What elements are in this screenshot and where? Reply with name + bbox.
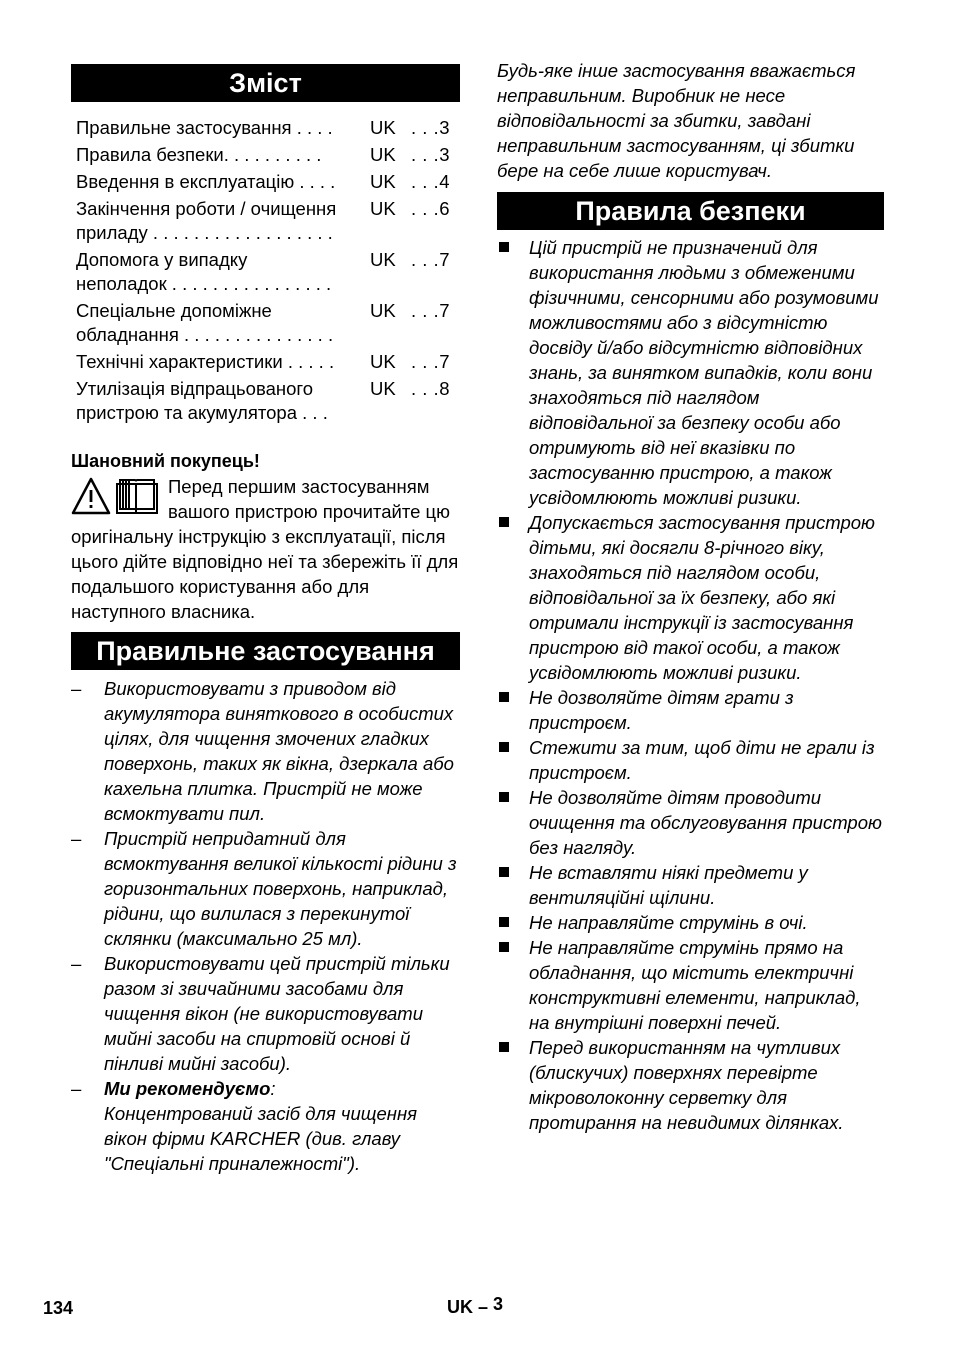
list-item: Не дозволяйте дітям проводити очищення та обслуговування пристрою без нагляду. [497, 785, 884, 860]
toc-entry-page: . . .3 [411, 144, 450, 165]
toc-entry-label-cont: обладнання . . . . . . . . . . . . . . . [76, 324, 334, 345]
toc-entry[interactable] [76, 170, 460, 194]
square-bullet-icon [499, 792, 509, 802]
list-item: – Ми рекомендуємо: Концентрований засіб для чищення вікон фірми KARCHER (див. главу "Спеціальні приналежності"). [71, 1078, 418, 1174]
safety-heading: Правила безпеки [497, 192, 884, 230]
greeting-text: Перед першим застосуванням вашого пристрою прочитайте цю оригінальну інструкцію з експлуатації, після цього дійте відповідно неї та збережіть її для подальшого користування або для наступного власника. [71, 476, 459, 622]
list-item: Стежити за тим, щоб діти не грали із пристроєм. [497, 735, 884, 785]
toc-entry-label: Правила безпеки. . . . . . . . . . [76, 144, 322, 165]
square-bullet-icon [499, 917, 509, 927]
greeting-paragraph [71, 474, 460, 624]
list-item: Перед використанням на чутливих (блискучих) поверхнях перевірте мікроволоконну серветку для протирання на невидимих ділянках. [497, 1035, 884, 1135]
recommend-text: Концентрований засіб для чищення вікон фірми KARCHER (див. главу "Спеціальні приналежності"). [104, 1103, 418, 1174]
toc-entry-lang: UK [370, 117, 396, 138]
list-item: – Пристрій непридатний для всмоктування великої кількості рідини з горизонтальних поверхонь, наприклад, рідини, що вилилася з перекинутої склянки (максимально 25 мл). [71, 828, 457, 949]
toc-entry-page: . . .8 [411, 378, 450, 399]
safety-list [497, 235, 884, 1135]
proper-use-heading: Правильне застосування [71, 632, 460, 670]
toc-entry-page: . . .7 [411, 249, 450, 270]
toc-entry-label: Допомога у випадку [76, 249, 248, 270]
contents-heading: Зміст [71, 64, 460, 102]
dash-marker: – [71, 828, 82, 849]
toc-entry-page: . . .3 [411, 117, 450, 138]
toc-entry-lang: UK [370, 249, 396, 270]
toc-entry[interactable] [76, 350, 460, 374]
toc-entry-label: Утилізація відпрацьованого [76, 378, 313, 399]
warning-triangle-icon [73, 479, 109, 513]
list-item: – Використовувати з приводом від акумулятора виняткового в особистих цілях, для чищення змочених гладких поверхонь, таких як вікна, дзеркала або кахельна плитка. Пристрій не може всмоктувати пил. [71, 678, 454, 824]
section-code: UK [447, 1297, 473, 1317]
toc-entry-label: Правильне застосування . . . . [76, 117, 333, 138]
table-of-contents [71, 116, 460, 425]
toc-entry-label-cont: неполадок . . . . . . . . . . . . . . . . [76, 273, 332, 294]
toc-entry-label: Технічні характеристики . . . . . [76, 351, 335, 372]
square-bullet-icon [499, 1042, 509, 1052]
toc-entry-page: . . .6 [411, 198, 450, 219]
toc-entry-label-cont: пристрою та акумулятора . . . [76, 402, 328, 423]
toc-entry[interactable] [76, 197, 460, 245]
dash-marker: – [71, 953, 82, 974]
list-item: Допускається застосування пристрою дітьми, які досягли 8-річного віку, знаходяться під наглядом особи, відповідальної за їх безпеку, або які отримали інструкції із застосування пристрою від такої особи, а також усвідомлюють можливі ризики. [497, 510, 884, 685]
toc-entry-label-cont: приладу . . . . . . . . . . . . . . . . . . [76, 222, 333, 243]
list-item: Не направляйте струмінь в очі. [497, 910, 884, 935]
list-item: Не вставляти ніякі предмети у вентиляційні щілини. [497, 860, 884, 910]
toc-entry[interactable] [76, 143, 460, 167]
toc-entry-page: . . .4 [411, 171, 450, 192]
greeting-title: Шановний покупець! [71, 451, 260, 471]
list-item: – Використовувати цей пристрій тільки разом зі звичайними засобами для чищення вікон (не використовувати мийні засоби на спиртовій основі й пінливі мийні засоби). [71, 953, 450, 1074]
toc-entry-lang: UK [370, 351, 396, 372]
toc-entry-page: . . .7 [411, 351, 450, 372]
list-item: Не дозволяйте дітям грати з пристроєм. [497, 685, 884, 735]
list-item: Не направляйте струмінь прямо на обладнання, що містить електричні конструктивні елементи, наприклад, на внутрішні поверхні печей. [497, 935, 884, 1035]
square-bullet-icon [499, 517, 509, 527]
square-bullet-icon [499, 742, 509, 752]
toc-entry-label: Закінчення роботи / очищення [76, 198, 337, 219]
toc-entry-page: . . .7 [411, 300, 450, 321]
square-bullet-icon [499, 942, 509, 952]
section-dash: – [478, 1297, 489, 1317]
dash-marker: – [71, 678, 82, 699]
toc-entry-lang: UK [370, 198, 396, 219]
improper-use-paragraph: Будь-яке інше застосування вважається неправильним. Виробник не несе відповідальності за збитки, завдані неправильним застосуванням, ці збитки бере на себе лише користувач. [497, 60, 856, 181]
toc-entry-lang: UK [370, 300, 396, 321]
toc-entry-lang: UK [370, 171, 396, 192]
warning-read-manual-icons [71, 476, 163, 516]
toc-entry[interactable] [76, 299, 460, 347]
toc-entry-lang: UK [370, 144, 396, 165]
page-number: 134 [43, 1298, 74, 1318]
toc-entry[interactable] [76, 377, 460, 425]
left-column [71, 64, 460, 1176]
recommend-label: Ми рекомендуємо [104, 1078, 271, 1099]
toc-entry[interactable] [76, 116, 460, 140]
square-bullet-icon [499, 867, 509, 877]
manual-book-icon [117, 480, 157, 513]
toc-entry-label: Введення в експлуатацію . . . . [76, 171, 336, 192]
toc-entry-label: Спеціальне допоміжне [76, 300, 272, 321]
square-bullet-icon [499, 692, 509, 702]
list-item: Цій пристрій не призначений для використання людьми з обмеженими фізичними, сенсорними або розумовими можливостями або з відсутністю досвіду й/або відсутністю відповідних знань, за винятком випадків, коли вони знаходяться під наглядом відповідальної за безпеку особи або отримують від неї вказівки по застосуванню пристрою, а також усвідомлюють можливі ризики. [497, 235, 884, 510]
square-bullet-icon [499, 242, 509, 252]
section-page-label [447, 1294, 504, 1318]
toc-entry[interactable] [76, 248, 460, 296]
toc-entry-lang: UK [370, 378, 396, 399]
proper-use-list [71, 676, 460, 1176]
right-column [497, 58, 884, 1135]
dash-marker: – [71, 1078, 82, 1099]
section-page: 3 [493, 1294, 504, 1314]
